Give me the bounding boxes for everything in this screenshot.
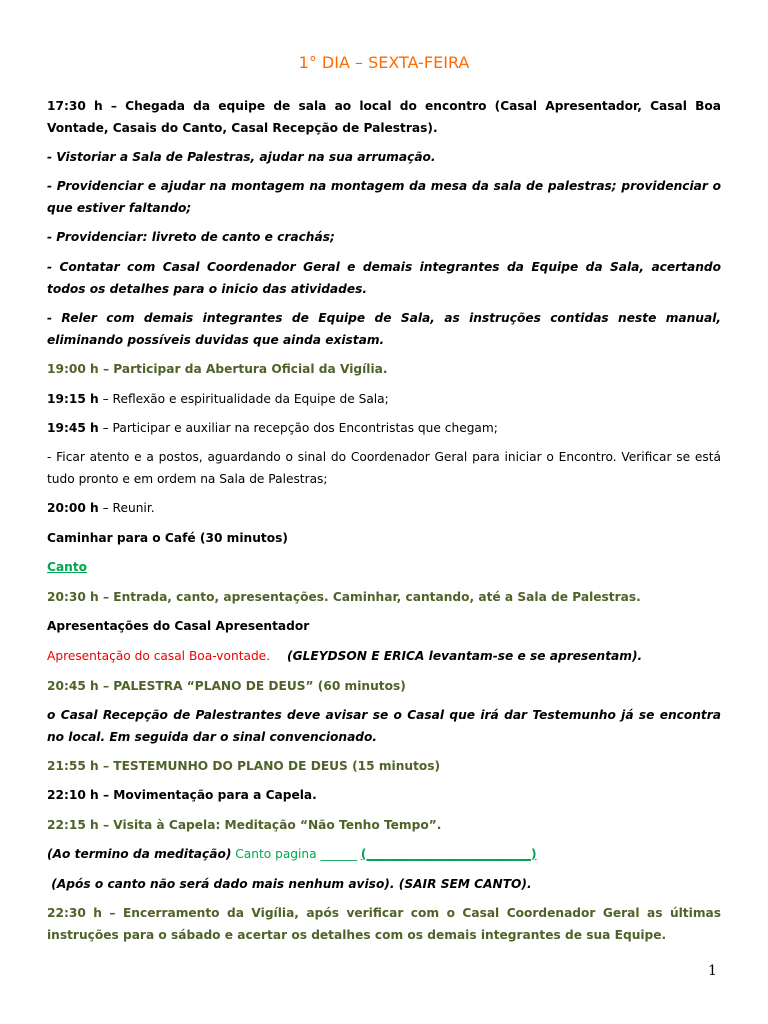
boa-vontade-note: (GLEYDSON E ERICA levantam-se e se apresentam). <box>270 649 643 663</box>
page-number: 1 <box>708 963 717 979</box>
task-contact-coordinator: - Contatar com Casal Coordenador Geral e demais integrantes da Equipe da Sala, acertando todos os detalhes para o inicio das atividades. <box>47 260 721 296</box>
schedule-1945 <box>47 417 721 439</box>
task-reception-speakers: o Casal Recepção de Palestrantes deve avisar se o Casal que irá dar Testemunho já se encontra no local. Em seguida dar o sinal convencionado. <box>47 708 721 744</box>
time-2000: 20:00 h <box>47 501 99 515</box>
presentations-heading: Apresentações do Casal Apresentador <box>47 619 310 633</box>
schedule-2230: 22:30 h – Encerramento da Vigília, após verificar com o Casal Coordenador Geral as últimas instruções para o sábado e acertar os detalhes com os demais integrantes de sua Equipe. <box>47 906 721 942</box>
schedule-1915 <box>47 388 721 410</box>
schedule-2000-text: – Reunir. <box>98 501 155 515</box>
schedule-1915-text: – Reflexão e espiritualidade da Equipe de Sala; <box>98 392 389 406</box>
schedule-2030: 20:30 h – Entrada, canto, apresentações. Caminhar, cantando, até a Sala de Palestras. <box>47 590 641 604</box>
schedule-2210: 22:10 h – Movimentação para a Capela. <box>47 788 317 802</box>
schedule-2000 <box>47 497 721 519</box>
boa-vontade-presentation: Apresentação do casal Boa-vontade. <box>47 649 271 663</box>
task-reread-manual: - Reler com demais integrantes de Equipe de Sala, as instruções contidas neste manual, eliminando possíveis duvidas que ainda existam. <box>47 311 721 347</box>
task-table-setup: - Providenciar e ajudar na montagem na montagem da mesa da sala de palestras; providenciar o que estiver faltando; <box>47 179 721 215</box>
canto-link[interactable]: Canto <box>47 560 88 574</box>
page-title: 1° DIA – SEXTA-FEIRA <box>298 53 470 72</box>
meditation-line <box>47 843 721 865</box>
task-stand-by: - Ficar atento e a postos, aguardando o sinal do Coordenador Geral para iniciar o Encontro. Verificar se está tudo pronto e em ordem na Sala de Palestras; <box>47 450 721 486</box>
task-inspect-room: - Vistoriar a Sala de Palestras, ajudar na sua arrumação. <box>47 150 436 164</box>
task-booklet-badges: - Providenciar: livreto de canto e crachás; <box>47 230 335 244</box>
arrival-text: – Chegada da equipe de sala ao local do encontro (Casal Apresentador, Casal Boa Vontade, Casais do Canto, Casal Recepção de Palestras). <box>47 99 721 135</box>
no-more-notice: (Após o canto não será dado mais nenhum aviso). (SAIR SEM CANTO). <box>47 877 532 891</box>
coffee-walk: Caminhar para o Café (30 minutos) <box>47 531 288 545</box>
boa-vontade-line <box>47 645 721 667</box>
canto-line <box>47 556 721 578</box>
schedule-2155: 21:55 h – TESTEMUNHO DO PLANO DE DEUS (15 minutos) <box>47 759 441 773</box>
canto-name-blank: (___________________________) <box>360 847 537 861</box>
schedule-2215: 22:15 h – Visita à Capela: Meditação “Não Tenho Tempo”. <box>47 818 442 832</box>
canto-page-blank: Canto pagina ______ <box>231 847 361 861</box>
paragraph-arrival <box>47 95 721 139</box>
schedule-1945-text: – Participar e auxiliar na recepção dos Encontristas que chegam; <box>98 421 498 435</box>
time-1730: 17:30 h <box>47 99 103 113</box>
time-1915: 19:15 h <box>47 392 99 406</box>
time-1945: 19:45 h <box>47 421 99 435</box>
schedule-2045: 20:45 h – PALESTRA “PLANO DE DEUS” (60 minutos) <box>47 679 406 693</box>
schedule-1900: 19:00 h – Participar da Abertura Oficial da Vigília. <box>47 362 388 376</box>
meditation-prefix: (Ao termino da meditação) <box>47 847 232 861</box>
